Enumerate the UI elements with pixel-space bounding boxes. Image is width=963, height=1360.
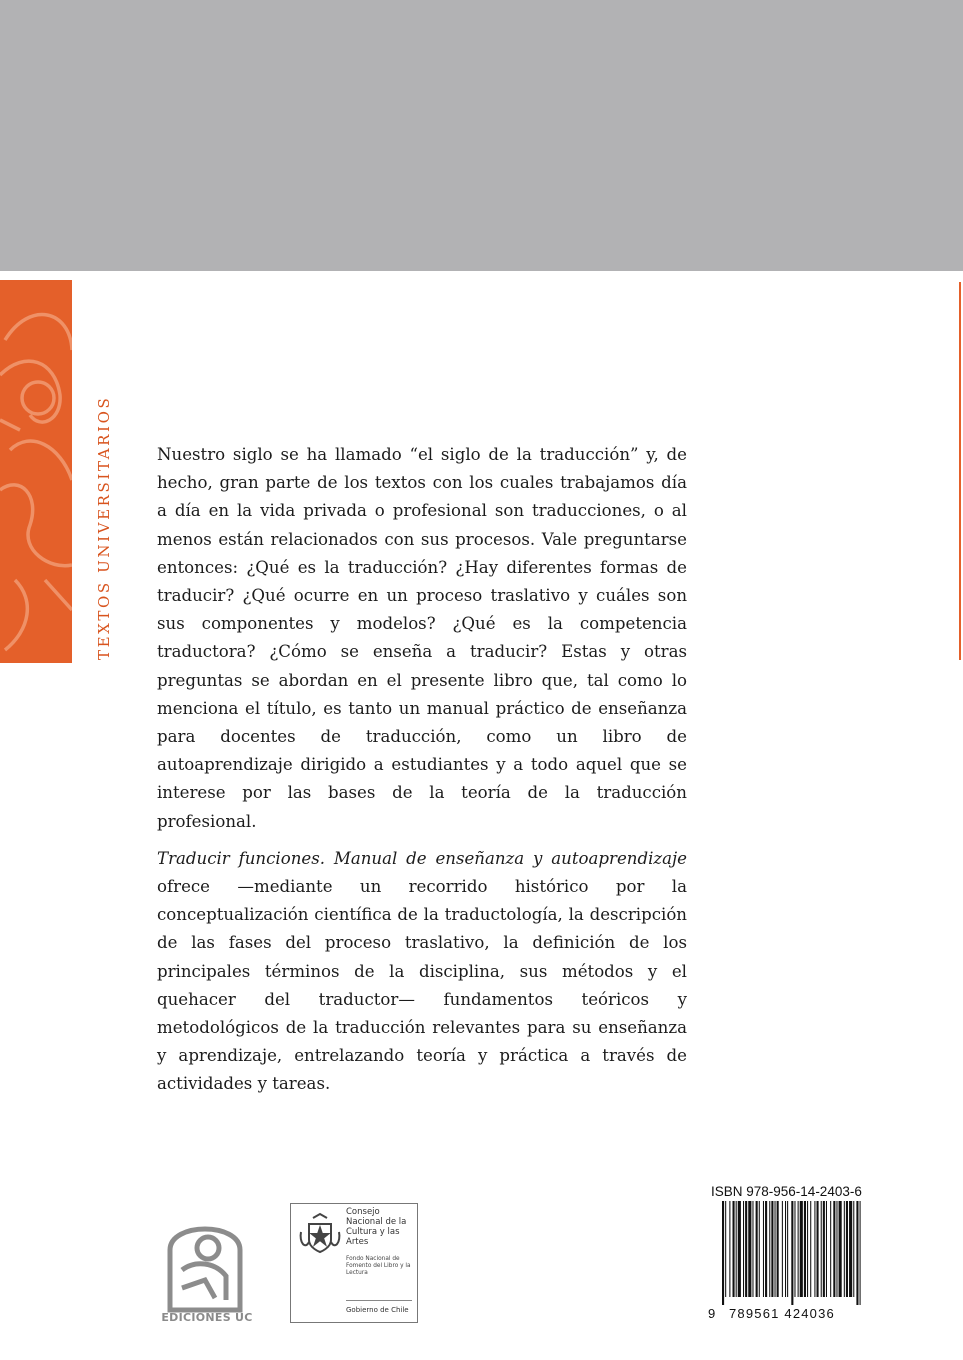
barcode-bar bbox=[860, 1201, 861, 1305]
barcode-bar bbox=[794, 1201, 795, 1297]
barcode-bar bbox=[785, 1201, 786, 1297]
barcode-bar bbox=[756, 1201, 758, 1297]
top-gray-band bbox=[0, 0, 963, 271]
blurb-paragraph-2 bbox=[157, 845, 687, 1099]
blurb-paragraph-1: Nuestro siglo se ha llamado “el siglo de la traducción” y, de hecho, gran parte de los textos con los cuales trabajamos día a día en la vida privada o profesional son traducciones, o al menos están relacionados con sus procesos. Vale preguntarse entonces: ¿Qué es la traducción? ¿Hay diferentes formas de traducir? ¿Qué ocurre en un proceso traslativo y cuáles son sus componentes y modelos? ¿Qué es la competencia traductora? ¿Cómo se enseña a traducir? Estas y otras preguntas se abordan en el presente libro que, tal como lo menciona el título, es tanto un manual práctico de enseñanza para docentes de traducción, como un libro de autoaprendizaje dirigido a estudiantes y a todo aquel que se interese por las bases de la teoría de la traducción profesional. bbox=[157, 445, 687, 831]
consejo-name: Consejo Nacional de la Cultura y las Artes bbox=[346, 1207, 407, 1247]
right-edge-accent bbox=[959, 282, 961, 660]
barcode-digits: 789561 424036 bbox=[729, 1306, 835, 1321]
barcode-bar bbox=[810, 1201, 811, 1297]
barcode-bar bbox=[769, 1201, 770, 1297]
fund-name: Fondo Nacional de Fomento del Libro y la Lectura bbox=[346, 1256, 411, 1276]
barcode-bar bbox=[800, 1201, 803, 1297]
consejo-logo bbox=[290, 1203, 418, 1323]
barcode-bar bbox=[763, 1201, 764, 1297]
barcode-bar bbox=[839, 1201, 842, 1297]
barcode-bar bbox=[804, 1201, 806, 1297]
barcode-bar bbox=[771, 1201, 773, 1297]
barcode-bar bbox=[830, 1201, 831, 1297]
barcode-bar bbox=[745, 1201, 747, 1297]
barcode-bar bbox=[836, 1201, 837, 1297]
government-label: Gobierno de Chile bbox=[346, 1306, 409, 1314]
barcode-bar bbox=[853, 1201, 854, 1297]
blurb-paragraph-2-body: ofrece —mediante un recorrido histórico por la conceptualización científica de la traductología, la descripción de las fases del proceso traslativo, la definición de los principales términos de la disciplina, sus métodos y el quehacer del traductor— fundamentos teóricos y metodológicos de la traducción relevantes para su enseñanza y aprendizaje, entrelazando teoría y práctica a través de actividades y tareas. bbox=[157, 877, 687, 1094]
barcode-bar bbox=[775, 1201, 776, 1297]
orange-side-bar bbox=[0, 280, 72, 663]
barcode-bar bbox=[752, 1201, 753, 1297]
chile-crest-icon bbox=[297, 1212, 343, 1258]
barcode-bar bbox=[814, 1201, 815, 1297]
barcode-bar bbox=[725, 1201, 726, 1297]
barcode-bar bbox=[849, 1201, 852, 1297]
barcode-bar bbox=[733, 1201, 735, 1297]
publisher-label: EDICIONES UC bbox=[161, 1311, 253, 1324]
barcode-bar bbox=[759, 1201, 760, 1297]
barcode-bar bbox=[722, 1201, 724, 1305]
barcode-bar bbox=[736, 1201, 737, 1297]
barcode-bar bbox=[782, 1201, 783, 1297]
barcode-bar bbox=[817, 1201, 819, 1297]
barcode-bar bbox=[833, 1201, 835, 1297]
barcode-bar bbox=[738, 1201, 741, 1297]
book-title: Traducir funciones. Manual de enseñanza y autoaprendizaje bbox=[157, 848, 687, 868]
barcode-bar bbox=[823, 1201, 825, 1297]
series-label: TEXTOS UNIVERSITARIOS bbox=[95, 395, 113, 660]
consejo-divider bbox=[346, 1300, 412, 1301]
barcode-bar bbox=[777, 1201, 779, 1297]
angel-watermark-icon bbox=[0, 280, 72, 663]
barcode-bar bbox=[791, 1201, 793, 1305]
barcode-bar bbox=[826, 1201, 827, 1297]
barcode-bar bbox=[807, 1201, 808, 1297]
barcode-bar bbox=[743, 1201, 744, 1297]
barcode bbox=[722, 1201, 862, 1305]
barcode-bar bbox=[798, 1201, 799, 1297]
isbn-label: ISBN 978-956-14-2403-6 bbox=[711, 1184, 862, 1199]
barcode-bar bbox=[844, 1201, 845, 1297]
barcode-bar bbox=[846, 1201, 848, 1297]
barcode-first-digit: 9 bbox=[708, 1306, 716, 1321]
barcode-bar bbox=[729, 1201, 730, 1297]
back-cover-blurb bbox=[157, 441, 687, 1108]
barcode-bar bbox=[856, 1201, 858, 1305]
barcode-bar bbox=[765, 1201, 767, 1297]
barcode-bar bbox=[821, 1201, 822, 1297]
barcode-bar bbox=[748, 1201, 751, 1297]
barcode-bar bbox=[787, 1201, 788, 1297]
